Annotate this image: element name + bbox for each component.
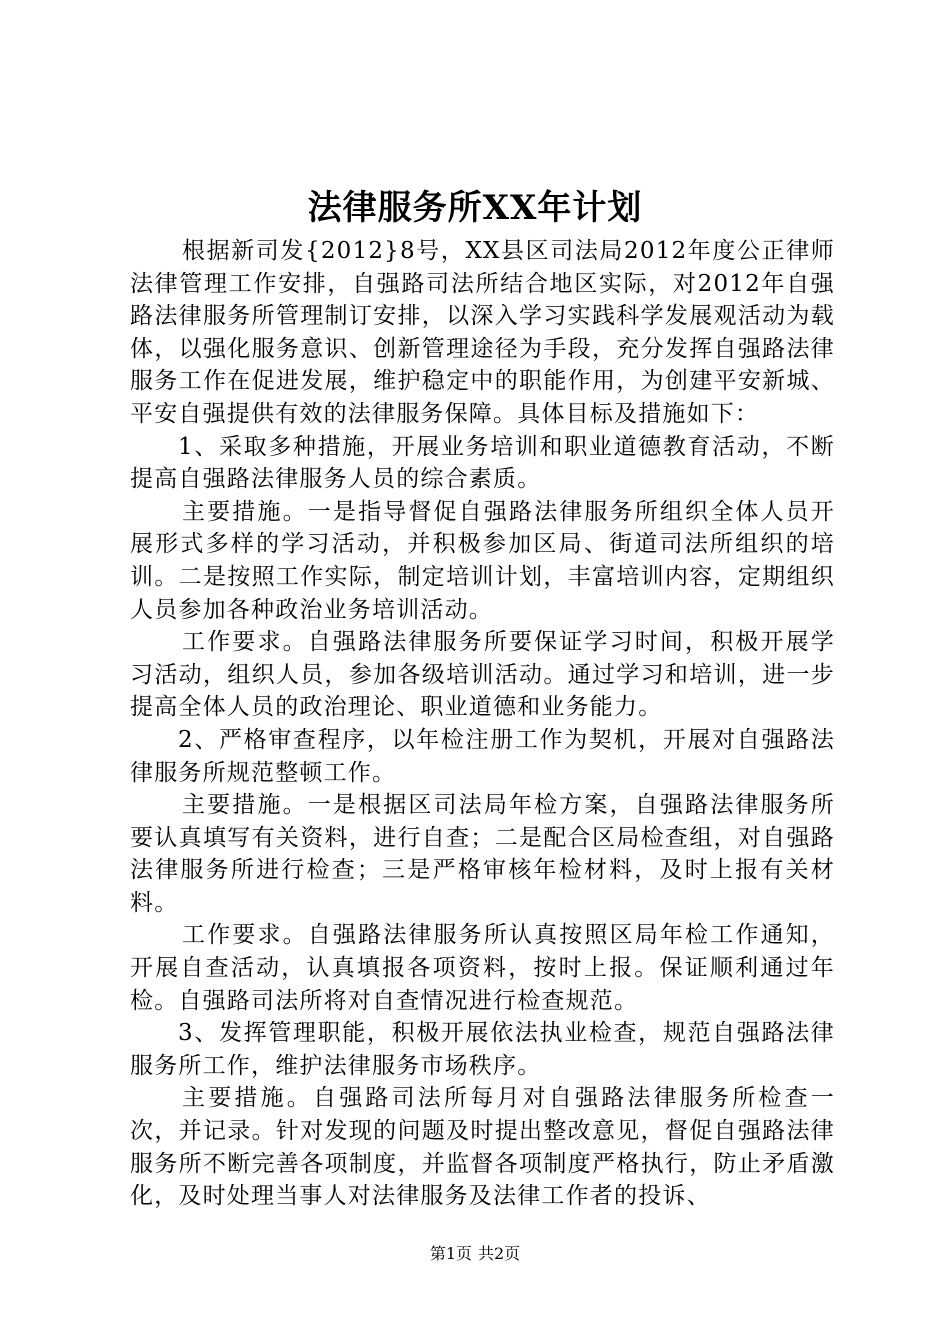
paragraph-item-1: 1、采取多种措施，开展业务培训和职业道德教育活动，不断提高自强路法律服务人员的综合素质。	[130, 433, 835, 493]
page-total: 共2页	[478, 1244, 521, 1263]
document-title: 法律服务所XX年计划	[307, 188, 643, 228]
paragraph-requirements-2: 工作要求。自强路法律服务所认真按照区局年检工作通知，开展自查活动，认真填报各项资料，按时上报。保证顺利通过年检。自强路司法所将对自查情况进行检查规范。	[130, 922, 835, 1014]
paragraph-measures-2: 主要措施。一是根据区司法局年检方案，自强路法律服务所要认真填写有关资料，进行自查；二是配合区局检查组，对自强路法律服务所进行检查；三是严格审核年检材料，及时上报有关材料。	[130, 792, 835, 916]
paragraph-measures-3: 主要措施。自强路司法所每月对自强路法律服务所检查一次，并记录。针对发现的问题及时提出整改意见，督促自强路法律服务所不断完善各项制度，并监督各项制度严格执行，防止矛盾激化，及时处理当事人对法律服务及法律工作者的投诉、	[130, 1085, 835, 1210]
paragraph-item-2: 2、严格审查程序，以年检注册工作为契机，开展对自强路法律服务所规范整顿工作。	[130, 726, 835, 786]
document-body	[130, 235, 835, 1213]
page-number: 第1页	[429, 1244, 472, 1263]
page-footer	[0, 1243, 950, 1265]
paragraph-requirements-1: 工作要求。自强路法律服务所要保证学习时间，积极开展学习活动，组织人员，参加各级培训活动。通过学习和培训，进一步提高全体人员的政治理论、职业道德和业务能力。	[130, 629, 835, 721]
paragraph-measures-1: 主要措施。一是指导督促自强路法律服务所组织全体人员开展形式多样的学习活动，并积极参加区局、街道司法所组织的培训。二是按照工作实际，制定培训计划，丰富培训内容，定期组织人员参加各种政治业务培训活动。	[130, 498, 835, 623]
paragraph-intro: 根据新司发{2012}8号，XX县区司法局2012年度公正律师法律管理工作安排，自强路司法所结合地区实际，对2012年自强路法律服务所管理制订安排，以深入学习实践科学发展观活动为载体，以强化服务意识、创新管理途径为手段，充分发挥自强路法律服务工作在促进发展，维护稳定中的职能作用，为创建平安新城、平安自强提供有效的法律服务保障。具体目标及措施如下：	[130, 238, 835, 427]
paragraph-item-3: 3、发挥管理职能，积极开展依法执业检查，规范自强路法律服务所工作，维护法律服务市场秩序。	[130, 1020, 835, 1079]
